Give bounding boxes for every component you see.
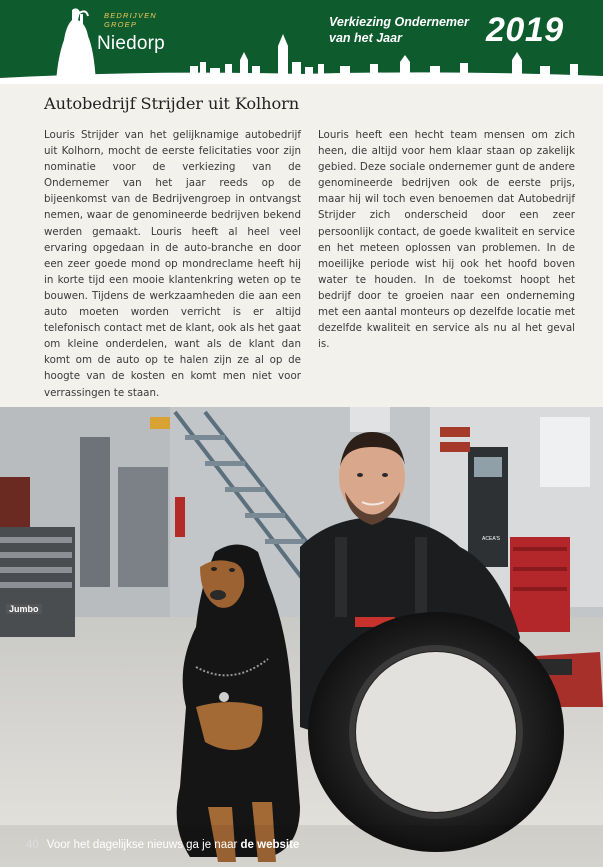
event-year: 2019 [486, 11, 564, 49]
article-title: Autobedrijf Strijder uit Kolhorn [44, 94, 300, 113]
article-left-column: Louris Strijder van het gelijknamige autobedrijf uit Kolhorn, mocht de eerste felicitaties voor zijn nominatie voor de verkiezing van de Ondernemer van het jaar reeds op de bijeenkomst van de Bedrijvengroep in ontvangst nemen, waar de genomineerde bedrijven bekend werden gemaakt. Louris heeft al heel veel ervaring opgedaan in de auto-branche en door een zeer goede mond op mondreclame heeft hij in korte tijd een mooie klantenkring weten op te bouwen. Tijdens de werkzaamheden die aan een auto moeten worden verricht is er altijd telefonisch contact met de klant, ook als het gaat om kleine onderdelen, want als de klant dan komt om de auto op te halen zijn ze al op de hoogte van de kosten en komt men niet voor verrassingen te staan. [44, 129, 301, 399]
mechanic-with-dog-photo-icon [0, 407, 603, 867]
page-number: 40 [26, 839, 39, 851]
toolbox-brand-label: Jumbo [6, 604, 42, 614]
logo-name: Niedorp [97, 33, 165, 54]
event-title: Verkiezing Ondernemer van het Jaar [329, 15, 469, 45]
header-banner [0, 0, 603, 84]
photo-caption [26, 839, 299, 851]
caption-text: Voor het dagelijkse nieuws ga je naar [46, 839, 241, 851]
logo-subtitle: BEDRIJVEN GROEP [104, 11, 157, 29]
equipment-sign: ACEA'S [482, 536, 500, 542]
article-right-column: Louris heeft een hecht team mensen om zich heen, die altijd voor hem klaar staan op zakelijk gebied. Deze sociale ondernemer gunt de andere genomineerde bedrijven ook de eerste prijs, maar hij wil toch even benoemen dat Autobedrijf Strijder zich onderscheid door een zeer persoonlijk contact, de goede kwaliteit en service en het meteen oplossen van problemen. In de moeilijke periode wist hij ook het hoofd boven water te houden. In de toekomst hoopt het bedrijf door te groeien naar een onderneming met een aantal monteurs op dezelfde locatie met dezelfde kwaliteit en service als nu al het geval is. [318, 129, 575, 351]
caption-website-link: de website [240, 839, 300, 851]
saint-figure-logo-icon [50, 6, 100, 82]
garage-photo [0, 407, 603, 867]
